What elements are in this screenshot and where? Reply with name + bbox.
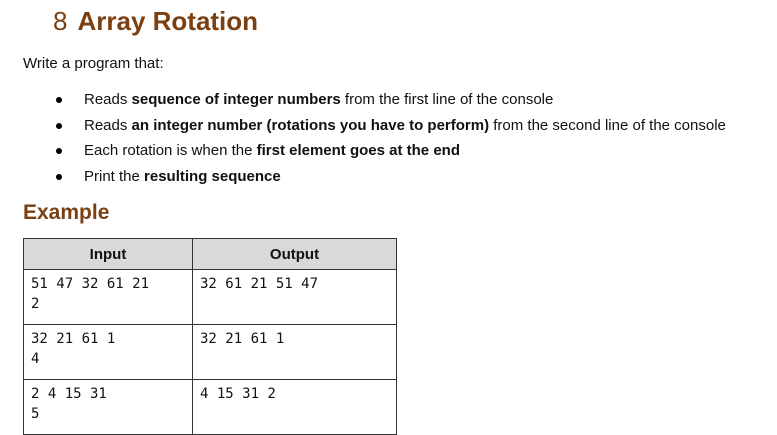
input-cell [24,380,193,435]
output-column-header: Output [193,239,397,270]
input-cell [24,325,193,380]
bullet-icon [56,174,62,180]
bullet-icon [56,148,62,154]
bold-text: an integer number (rotations you have to perform) [131,116,490,134]
text: from the first line of the console [340,91,554,108]
input-line: 2 [31,296,40,312]
bold-text: sequence of integer numbers [131,91,341,108]
output-cell [193,270,397,325]
table-row [24,270,397,325]
list-item [52,89,726,115]
input-column-header: Input [24,239,193,270]
bold-text: first element goes at the end [256,142,460,159]
output-cell [193,380,397,435]
text: Reads [84,116,132,134]
input-line: 32 21 61 1 [31,331,116,347]
example-table [23,238,397,435]
intro-text: Write a program that: [23,55,164,72]
input-cell [24,270,193,325]
text: Each rotation is when the [84,142,257,159]
section-title: Array Rotation [77,6,259,36]
input-line: 5 [31,406,40,422]
section-number: 8 [53,6,68,36]
text: from the second line of the console [489,116,726,134]
input-line: 4 [31,351,40,367]
table-header-row [24,239,397,270]
output-line: 32 21 61 1 [200,331,285,347]
output-line: 4 15 31 2 [200,386,276,402]
list-item [52,140,726,166]
input-line: 51 47 32 61 21 [31,276,150,292]
output-cell [193,325,397,380]
text: Print the [84,167,145,185]
list-item [52,166,726,192]
table-row [24,325,397,380]
bullet-icon [56,97,62,103]
requirements-list [52,89,726,191]
section-heading [53,6,258,37]
input-line: 2 4 15 31 [31,386,107,402]
text: Reads [84,91,132,108]
example-heading: Example [23,201,110,224]
bullet-icon [56,123,62,129]
list-item [52,115,726,141]
output-line: 32 61 21 51 47 [200,276,319,292]
bold-text: resulting sequence [144,167,281,185]
table-row [24,380,397,435]
